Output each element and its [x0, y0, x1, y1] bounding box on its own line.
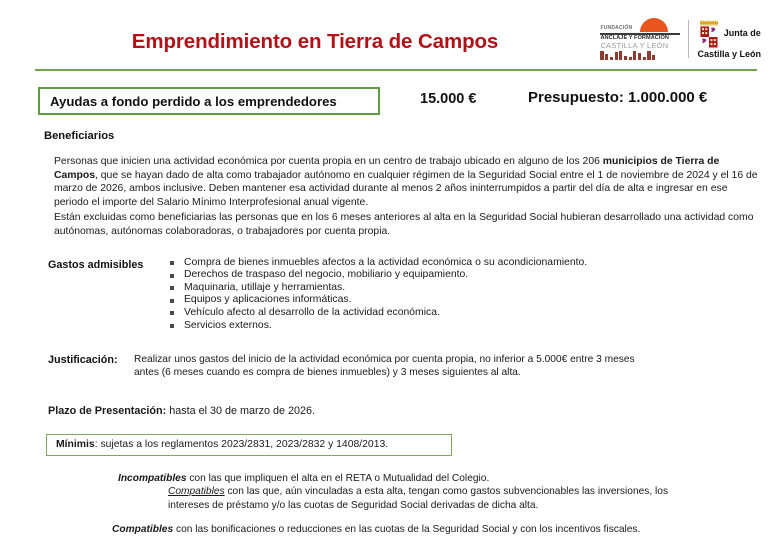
fundacion-bars-icon [600, 51, 655, 60]
aid-type-box: Ayudas a fondo perdido a los emprendedores [38, 87, 380, 115]
compatibilidad-line-3-emphasis: Compatibles [112, 524, 174, 536]
compatibilidad-line-3 [112, 523, 783, 537]
list-item [170, 257, 587, 270]
castilla-y-leon-shield-icon [698, 19, 720, 49]
beneficiarios-paragraph-2: Están excluidas como beneficiarias las personas que en los 6 meses anteriores al alta en la Seguridad Social hubieran desarrollado una actividad como autónomas, autónomas colaboradoras, o trabajadores por cuenta propia. [54, 212, 754, 237]
list-item [170, 307, 587, 320]
justificacion-label: Justificación: [48, 353, 118, 366]
list-item-text: Servicios externos. [184, 319, 272, 331]
compatibilidad-line-3-text: con las bonificaciones o reducciones en las cuotas de la Seguridad Social y con los incentivos fiscales. [173, 524, 641, 536]
subheader-row [0, 87, 783, 119]
compatibilidad-line-2 [168, 485, 690, 512]
fundacion-logo-line2: ANCLAJE Y FORMACIÓN [600, 35, 669, 42]
gastos-admisibles-list [170, 257, 587, 333]
square-bullet-icon [170, 286, 174, 290]
fundacion-logo-line1: FUNDACIÓN [600, 25, 633, 31]
junta-castilla-leon-logo [697, 19, 761, 59]
beneficiarios-heading: Beneficiarios [44, 130, 115, 142]
fundacion-logo-top [600, 18, 680, 32]
square-bullet-icon [170, 299, 174, 303]
header-divider [35, 69, 757, 71]
list-item-text: Compra de bienes inmuebles afectos a la actividad económica o su acondicionamiento. [184, 256, 588, 268]
square-bullet-icon [170, 274, 174, 278]
document-body [0, 130, 783, 537]
compatibilidad-line-2-emphasis: Compatibles [168, 486, 225, 498]
junta-logo-line1: Junta de [723, 28, 761, 39]
list-item-text: Derechos de traspaso del negocio, mobiliario y equipamiento. [184, 269, 469, 281]
compatibilidad-line-1-text: con las que impliquen el alta en el RETA o Mutualidad del Colegio. [186, 472, 490, 484]
logo-divider [688, 20, 689, 58]
plazo-label: Plazo de Presentación: [48, 404, 167, 417]
beneficiarios-p1-part-a: Personas que inicien una actividad económica por cuenta propia en un centro de trabajo ubicado en alguno de los 206 [54, 156, 603, 167]
fundacion-logo-line3: CASTILLA Y LEÓN [600, 41, 669, 51]
page-title: Emprendimiento en Tierra de Campos [131, 30, 499, 53]
justificacion-section [0, 353, 783, 387]
total-budget: Presupuesto: 1.000.000 € [528, 89, 708, 106]
aid-amount: 15.000 € [420, 91, 477, 107]
compatibilidad-line-1 [118, 472, 783, 486]
list-item [170, 269, 587, 282]
logo-group [600, 18, 761, 60]
beneficiarios-p1-part-b: , que se hayan dado de alta como trabajador autónomo en cualquier régimen de la Seguridad Social entre el 1 de noviembre de 2024 y el 16 de marzo de 2026, ambos inclusive. Deben mantener esa actividad durante al menos 2 años ininterrumpidos a partir del día de alta e ingresar en ese periodo el importe del Salario Mínimo Interprofesional anual vigente. [54, 169, 758, 208]
beneficiarios-paragraph-1 [54, 155, 759, 209]
document-header [0, 0, 783, 70]
gastos-admisibles-section [0, 257, 783, 333]
fundacion-arc-icon [640, 18, 668, 32]
minimis-text: : sujetas a los reglamentos 2023/2831, 2023/2832 y 1408/2013. [94, 439, 389, 451]
square-bullet-icon [170, 261, 174, 265]
compatibilidad-line-2-text: con las que, aún vinculadas a esta alta, tengan como gastos subvencionables las inversiones, los intereses de préstamo y/o las cuotas de Seguridad Social derivadas de dicha alta. [168, 486, 669, 511]
minimis-box [46, 434, 452, 456]
list-item [170, 282, 587, 295]
square-bullet-icon [170, 324, 174, 328]
junta-logo-line2: Castilla y León [697, 48, 761, 59]
compatibilidad-line-1-emphasis: Incompatibles [118, 472, 187, 484]
list-item-text: Maquinaria, utillaje y herramientas. [184, 281, 346, 293]
square-bullet-icon [170, 311, 174, 315]
fundacion-anclaje-logo [600, 18, 680, 60]
minimis-label: Mínimis [56, 439, 95, 451]
list-item-text: Vehículo afecto al desarrollo de la actividad económica. [184, 306, 440, 318]
plazo-presentacion [48, 405, 783, 417]
list-item-text: Equipos y aplicaciones informáticas. [184, 294, 352, 306]
junta-logo-row [698, 19, 761, 49]
list-item [170, 294, 587, 307]
gastos-admisibles-label: Gastos admisibles [48, 258, 144, 271]
justificacion-text: Realizar unos gastos del inicio de la actividad económica por cuenta propia, no inferior a 5.000€ entre 3 meses antes (6 meses cuando es compra de bienes inmuebles) y 3 meses siguientes al alta. [134, 353, 635, 378]
plazo-value: hasta el 30 de marzo de 2026. [166, 404, 316, 417]
beneficiarios-p1-bold: municipios de Tierra de Campos [54, 156, 720, 181]
list-item [170, 320, 587, 333]
compatibilidad-section [0, 472, 783, 537]
